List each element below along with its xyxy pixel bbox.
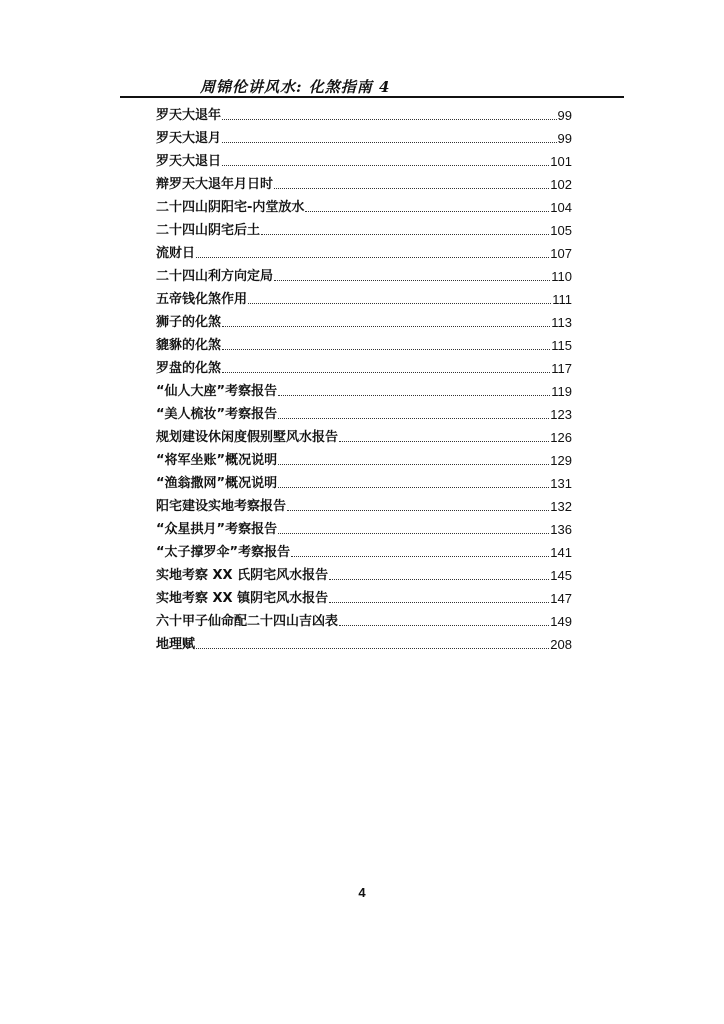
toc-entry-page-number: 147 [550,591,572,606]
toc-entry-page-number: 123 [550,407,572,422]
toc-entry [156,170,572,193]
toc-entry [156,216,572,239]
toc-dot-leader [329,578,549,580]
toc-dot-leader [196,256,549,258]
toc-entry-title: 辩罗天大退年月日时 [156,177,274,192]
toc-entry-title: 阳宅建设实地考察报告 [156,499,287,514]
toc-entry-page-number: 149 [550,614,572,629]
toc-entry [156,285,572,308]
toc-entry-page-number: 136 [550,522,572,537]
toc-dot-leader [222,348,550,350]
toc-entry-page-number: 113 [551,315,572,330]
toc-entry-page-number: 132 [550,499,572,514]
toc-dot-leader [329,601,549,603]
toc-entry [156,607,572,630]
toc-entry-page-number: 131 [550,476,572,491]
toc-entry [156,561,572,584]
toc-entry-title: 地理赋 [156,637,196,652]
toc-entry [156,423,572,446]
toc-entry-page-number: 102 [550,177,572,192]
toc-entry-page-number: 208 [550,637,572,652]
toc-entry-page-number: 117 [551,361,572,376]
toc-dot-leader [222,371,550,373]
toc-entry [156,446,572,469]
toc-entry [156,515,572,538]
toc-entry-page-number: 141 [550,545,572,560]
toc-entry-title: 实地考察 XX 镇阴宅风水报告 [156,591,329,606]
toc-entry [156,239,572,262]
toc-entry-title: “渔翁撒网”概况说明 [156,476,278,491]
toc-entry-title: 六十甲子仙命配二十四山吉凶表 [156,614,339,629]
toc-dot-leader [278,463,549,465]
header-divider [120,96,624,98]
toc-entry [156,193,572,216]
toc-entry [156,584,572,607]
toc-entry-page-number: 126 [550,430,572,445]
toc-entry-title: 规划建设休闲度假别墅风水报告 [156,430,339,445]
toc-dot-leader [274,279,550,281]
toc-dot-leader [278,486,549,488]
toc-entry-page-number: 99 [557,108,572,123]
toc-entry-title: 狮子的化煞 [156,315,222,330]
page-number: 4 [358,885,366,900]
toc-entry-page-number: 111 [552,292,572,307]
toc-entry-title: “众星拱月”考察报告 [156,522,278,537]
toc-dot-leader [339,440,549,442]
toc-dot-leader [274,187,549,189]
toc-dot-leader [222,118,557,120]
toc-entry-title: “美人梳妆”考察报告 [156,407,278,422]
toc-entry-page-number: 129 [550,453,572,468]
toc-entry-title: “将军坐账”概况说明 [156,453,278,468]
toc-entry-page-number: 115 [551,338,572,353]
toc-entry-title: 二十四山阴阳宅-内堂放水 [156,200,305,215]
toc-dot-leader [222,164,549,166]
toc-entry-title: 罗天大退月 [156,131,222,146]
toc-entry-title: 实地考察 XX 氏阴宅风水报告 [156,568,329,583]
toc-entry-page-number: 101 [550,154,572,169]
toc-dot-leader [278,532,549,534]
toc-entry [156,147,572,170]
toc-entry [156,400,572,423]
toc-entry-page-number: 107 [550,246,572,261]
toc-entry [156,354,572,377]
toc-entry [156,124,572,147]
toc-entry [156,469,572,492]
toc-entry-page-number: 104 [550,200,572,215]
toc-entry [156,262,572,285]
toc-dot-leader [196,647,549,649]
toc-entry [156,308,572,331]
toc-entry-page-number: 145 [550,568,572,583]
toc-entry-page-number: 119 [551,384,572,399]
toc-dot-leader [339,624,549,626]
toc-entry [156,630,572,653]
toc-dot-leader [305,210,549,212]
toc-entry-title: 罗天大退年 [156,108,222,123]
toc-entry-title: 二十四山利方向定局 [156,269,274,284]
toc-entry-title: 五帝钱化煞作用 [156,292,248,307]
toc-entry-title: 流财日 [156,246,196,261]
toc-entry-title: “仙人大座”考察报告 [156,384,278,399]
toc-entry-title: 貔貅的化煞 [156,338,222,353]
toc-entry-title: 二十四山阴宅后土 [156,223,261,238]
running-header-title: 周锦伦讲风水: 化煞指南 4 [200,78,391,96]
toc-entry-title: 罗天大退日 [156,154,222,169]
toc-entry [156,377,572,400]
toc-dot-leader [222,141,557,143]
toc-dot-leader [278,417,549,419]
toc-entry-title: “太子撑罗伞”考察报告 [156,545,291,560]
toc-dot-leader [278,394,550,396]
toc-dot-leader [222,325,550,327]
toc-dot-leader [248,302,551,304]
toc-entry [156,101,572,124]
toc-entry-page-number: 110 [551,269,572,284]
toc-entry-title: 罗盘的化煞 [156,361,222,376]
toc-entry-page-number: 105 [550,223,572,238]
toc-entry [156,331,572,354]
toc-dot-leader [287,509,549,511]
table-of-contents [156,101,572,653]
toc-entry-page-number: 99 [557,131,572,146]
toc-entry [156,492,572,515]
toc-dot-leader [291,555,549,557]
toc-entry [156,538,572,561]
toc-dot-leader [261,233,549,235]
